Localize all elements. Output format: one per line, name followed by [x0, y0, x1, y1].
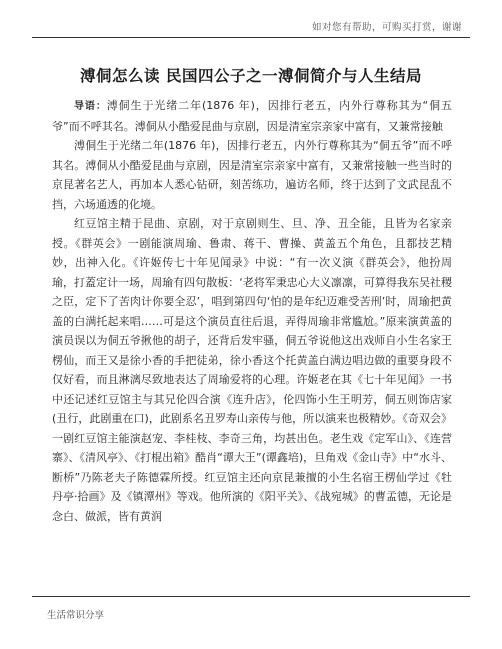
lead-label: 导语： [74, 101, 107, 112]
lead-text: 溥侗生于光绪二年(1876 年)，因排行老五，内外行尊称其为“侗五爷”而不呼其名。溥侗从小酷爱昆曲与京剧，因是清室宗亲家中富有，又兼常接触 [52, 99, 453, 133]
body-paragraph: 红豆馆主精于昆曲、京剧，对于京剧则生、旦、净、丑全能，且皆为名家亲授。《群英会》一剧能演周瑜、鲁肃、蒋干、曹操、黄盖五个角色，且都技艺精妙，出神入化。《许姬传七十年见闻录》中说：“有一次义演《群英会》，他扮周瑜，打蓋定计一场，周瑜有四句散板：‘老将军秉忠心大义凛凛，可算得我东吴社稷之臣，定下了苦肉计你要全忍’，唱到第四句‘怕的是年纪迈难受苦刑’时，周瑜把黄盖的白满托起来唱……可是这个演员直往后退，弄得周瑜非常尴尬。”原来演黄盖的演员误以为侗五爷揪他的胡子，还背后发牢骚，侗五爷说他这出戏师自小生名家王楞仙，而王又是徐小香的手把徒弟，徐小香这个托黄盖白满边唱边做的重要身段不仅好看，而且淋漓尽致地表达了周瑜爱将的心理。许姬老在其《七十年见闻》一书中还记述红豆馆主与其兄伦四合演《连升店》，伦四饰小生王明芳，侗五则饰店家(丑行，此剧重在口)，此剧系名丑罗寿山亲传与他，所以演来也极精妙。《奇双会》一剧红豆馆主能演赵宠、李桂枝、李奇三角，均甚出色。老生戏《定军山》、《连营寨》、《清风亭》、《打棍出箱》酷肖“谭大王”(谭鑫培)，旦角戏《金山寺》中“水斗、断桥”乃陈老夫子陈德霖所授。红豆馆主还向京昆兼擅的小生名宿王楞仙学过《牡丹亭·拾画》及《镇潭州》等戏。他所演的《阳平关》、《战宛城》的曹孟德，无论是念白、做派，皆有黄润 [52, 217, 452, 523]
lead-paragraph [52, 96, 452, 136]
footer-divider [32, 596, 470, 597]
header-note: 如对您有帮助，可购买打赏，谢谢 [311, 22, 462, 33]
article-body [52, 96, 452, 526]
footer-text: 生活常识分享 [47, 610, 105, 621]
body-paragraph: 溥侗生于光绪二年(1876 年)，因排行老五，内外行尊称其为“侗五爷”而不呼其名。溥侗从小酷爱昆曲与京剧，因是清室宗亲家中富有，又兼常接触一些当时的京昆著名艺人，再加本人悉心钻研，刻苦练功，遍访名师，终于达到了文武昆乱不挡，六场通透的化境。 [52, 139, 452, 211]
header-divider [32, 37, 470, 38]
article-title: 溥侗怎么读 民国四公子之一溥侗简介与人生结局 [80, 67, 422, 85]
